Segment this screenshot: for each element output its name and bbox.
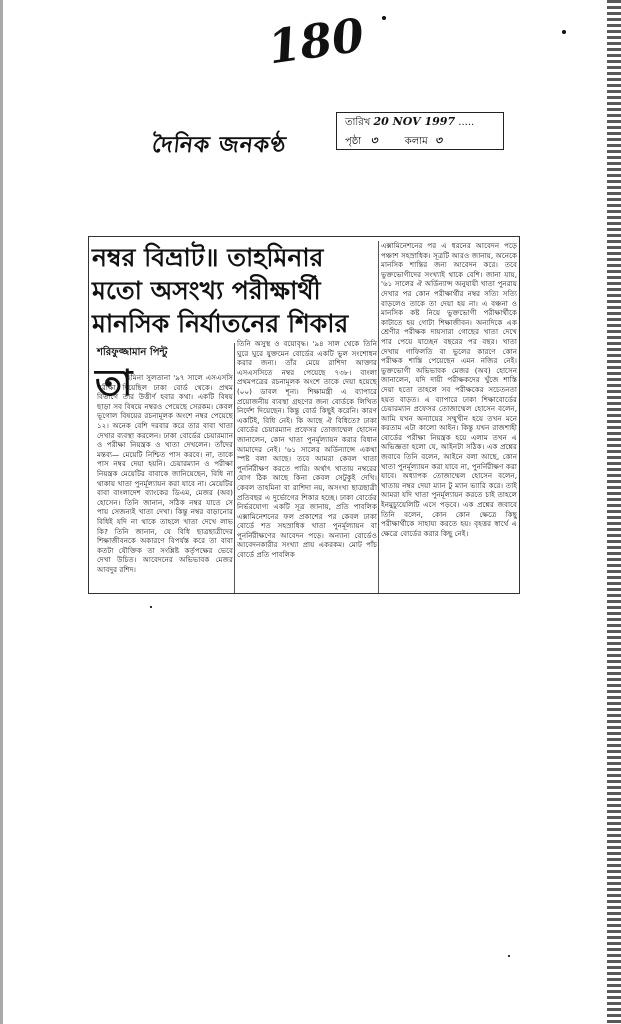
ink-dot (382, 16, 386, 20)
scan-left-edge (0, 0, 3, 1024)
handwritten-number: 180 (264, 7, 368, 75)
stamp-page-label: পৃষ্ঠা (345, 136, 362, 147)
article-headline: নম্বর বিভ্রাট॥ তাহমিনার মতো অসংখ্য পরীক্ষার্থী মানসিক নির্যাতনের শিকার (92, 243, 349, 338)
stamp-date-label: তারিখ (345, 117, 371, 128)
stamp-date-value: 20 NOV 1997 (373, 115, 456, 128)
stamp-date-row: তারিখ 20 NOV 1997 ..... (345, 115, 475, 128)
newspaper-clipping (88, 236, 520, 594)
newspaper-masthead: দৈনিক জনকণ্ঠ (150, 132, 288, 158)
ink-dot (562, 30, 566, 34)
clipping-bottom-edge (134, 596, 504, 604)
column-divider (234, 343, 235, 593)
article-column-3: এক্সামিনেশনের পর এ ধরনের আবেদন পড়ে পঞ্চাশ সহস্রাধিক। সূত্রটি আরও জানায়, অনেকে মানসিক শান্তির জন্য আবেদন করে। তবে ভুক্তভোগীদের সংখ্যাই থাকে বেশি। জানা যায়, '৬১ সালের ঐ অর্ডিন্যান্স অনুযায়ী খাতা পুনরায় দেখার পর কোন পরীক্ষার্থীর নম্বর সত্যি সত্যি বাড়লেও তাকে তা দেয়া হয় না। এ বঞ্চনা ও মানসিক কষ্ট নিয়ে ভুক্তভোগী পরীক্ষার্থীকে কাটাতে হয় গোটা শিক্ষাজীবন। অন্যদিকে এক শ্রেণীর পরীক্ষক দায়সারা গোছের খাতা দেখে পার পেয়ে যাচ্ছেন বছরের পর বছর। খাতা দেখায় গাফিলতি বা ভুলের কারণে কোন পরীক্ষক শাস্তি পেয়েছেন এমন নজির নেই। ভুক্তভোগী অভিভাবক মেজর (অব) হোসেন জানালেন, যদি দায়ী পরীক্ষকদের খুঁজে শাস্তি দেয়া হতো তাহলে সব পরীক্ষকের সচেতনতা হয়ত বাড়ত। এ ব্যাপারে ঢাকা শিক্ষাবোর্ডের চেয়ারম্যান প্রফেসর তোজাম্মেল হোসেন বলেন, আমি যখন অন্যায়ের সম্মুখীন হয়ে তখন মনে করতাম এটা কালো আইন। কিন্তু যখন রাজশাহী বোর্ডের পরীক্ষা নিয়ন্ত্রক হয়ে এলাম তখন এ অভিজ্ঞতা হলো যে, আইনটা সঠিক। এক প্রশ্নের জবাবে তিনি বলেন, আইনে বলা আছে, কোন খাতা পুনর্মূল্যায়ন করা যাবে না, পুনর্নিরীক্ষণ করা যাবে। অধ্যাপক তোজাম্মেল হোসেন বলেন, খাতায় নম্বর দেয়া ম্যান টু ম্যান ভ্যারি করে। তাই আমরা যদি খাতা পুনর্মূল্যায়ন করতে চাই তাহলে ইনমুচ্যুয়েলিটি এসে পড়বে। এক প্রশ্নের জবাবে তিনি বলেন, কোন কোন ক্ষেত্রে কিছু পরীক্ষার্থীকে সাহায্য করতে হয়। বৃহত্তর স্বার্থে এ ক্ষেত্রে বোর্ডের করার কিছু নেই। (381, 241, 517, 538)
stamp-column-value: ৩ (434, 134, 442, 147)
article-column-2: তিনি অসুস্থ ও বয়োবৃদ্ধ। '৯৪ সাল থেকে তিনি ঘুরে ঘুরে যুক্তমেন বোর্ডের একটি ভুল সংশোধন করার জন্য। তাঁর মেয়ে রাশিদা আক্তার এসএসসিতে নম্বর পেয়েছে ৭৩৮। বাংলা প্রথমপত্রের রচনামূলক অংশে তাকে দেয়া হয়েছে (০০) ডাবল শূন্য। শিক্ষামন্ত্রী এ ব্যাপারে প্রয়োজনীয় ব্যবস্থা গ্রহণের জন্য বোর্ডকে লিখিত নির্দেশ দিয়েছেন। কিন্তু বোর্ড কিছুই করেনি। কারণ একটিই, বিধি নেই। কি আছে ঐ বিধিতে? ঢাকা বোর্ডের চেয়ারম্যান প্রফেসর তোজাম্মেল হোসেন জানালেন, কোন খাতা পুনর্মূল্যায়ন করার বিধান আমাদের নেই। '৬১ সালের অর্ডিন্যান্সে একথা স্পষ্ট বলা আছে। তবে আমরা কেবল খাতা পুনর্নিরীক্ষণ করতে পারি। অর্থাৎ খাতায় নম্বরের যোগ ঠিক আছে কিনা কেবল সেটুকুই দেখি। কেবল তাহমিনা বা রাশিদা নয়, অসংখ্য ছাত্রছাত্রী প্রতিবছর এ দুর্ভোগের শিকার হচ্ছে। ঢাকা বোর্ডের নির্ভরযোগ্য একটি সূত্র জানায়, প্রতি পাবলিক এক্সামিনেশনের ফল প্রকাশের পর কেবল ঢাকা বোর্ডে শত সহস্রাধিক খাতা পুনর্মূল্যায়ন বা পুনর্নিরীক্ষণের আবেদন পড়ে। অন্যান্য বোর্ডেও আবেদনকারীর সংখ্যা প্রায় একরকম। মোট পাঁচ বোর্ডে প্রতি পাবলিক (237, 339, 377, 560)
article-column-1: হমিনা সুলতানা '৯৭ সালে এসএসসি পরীক্ষা দিয়েছিল ঢাকা বোর্ড থেকে। প্রথম বিভাগে তার উত্তীর্ণ হবার কথা। একটি বিষয় ছাড়া সব বিষয়ে নম্বরও পেয়েছে সেরকম। কেবল ভূগোল বিষয়ের রচনামূলক অংশে নম্বর পেয়েছে ১২। অনেক বেশি দরবার করে তার বাবা খাতা দেখার ব্যবস্থা করলেন। ঢাকা বোর্ডের চেয়ারম্যান ও পরীক্ষা নিয়ন্ত্রক ও খাতা দেখলেন। তাঁদের মন্তব্য— মেয়েটি নিশ্চিত পাস করবে। না, তাকে পাস নম্বর দেয়া হয়নি। চেয়ারম্যান ও পরীক্ষা নিয়ন্ত্রক মেয়েটির বাবাকে জানিয়েছেন, বিধি না থাকায় খাতা পুনর্মূল্যায়ন করা যাবে না। মেয়েটির বাবা বাংলাদেশ ব্যাংকের ডিএম, মেজর (অব) হোসেন। তিনি জানান, সঠিক নম্বর যাতে সে পায় সেজন্যই খাতা দেখা। কিন্তু নম্বর বাড়ানোর বিধিই যদি না থাকে তাহলে খাতা দেখে লাভ কি? তিনি জানান, যে বিধি ছাত্রছাত্রীদের শিক্ষাজীবনকে অকারণে বিপর্যস্ত করে তা বাবা কতটা যৌক্তিক তা সংশ্লিষ্ট কর্তৃপক্ষের ভেবে দেখা উচিত। আবেদনের অভিভাবক মেজর আবদুর রশিদ। (97, 373, 233, 574)
stamp-page-row (345, 132, 503, 151)
date-stamp-box (336, 112, 504, 150)
scan-speck (150, 606, 152, 608)
stamp-column-label: কলাম (404, 136, 428, 147)
stamp-page-value: ৩ (370, 134, 378, 147)
scan-speck (508, 955, 510, 957)
article-byline: শরিফুজ্জামান পিন্টু (97, 347, 168, 358)
scan-right-edge (607, 0, 621, 1024)
column-divider (378, 241, 379, 593)
article-dropcap: তা (95, 362, 133, 404)
